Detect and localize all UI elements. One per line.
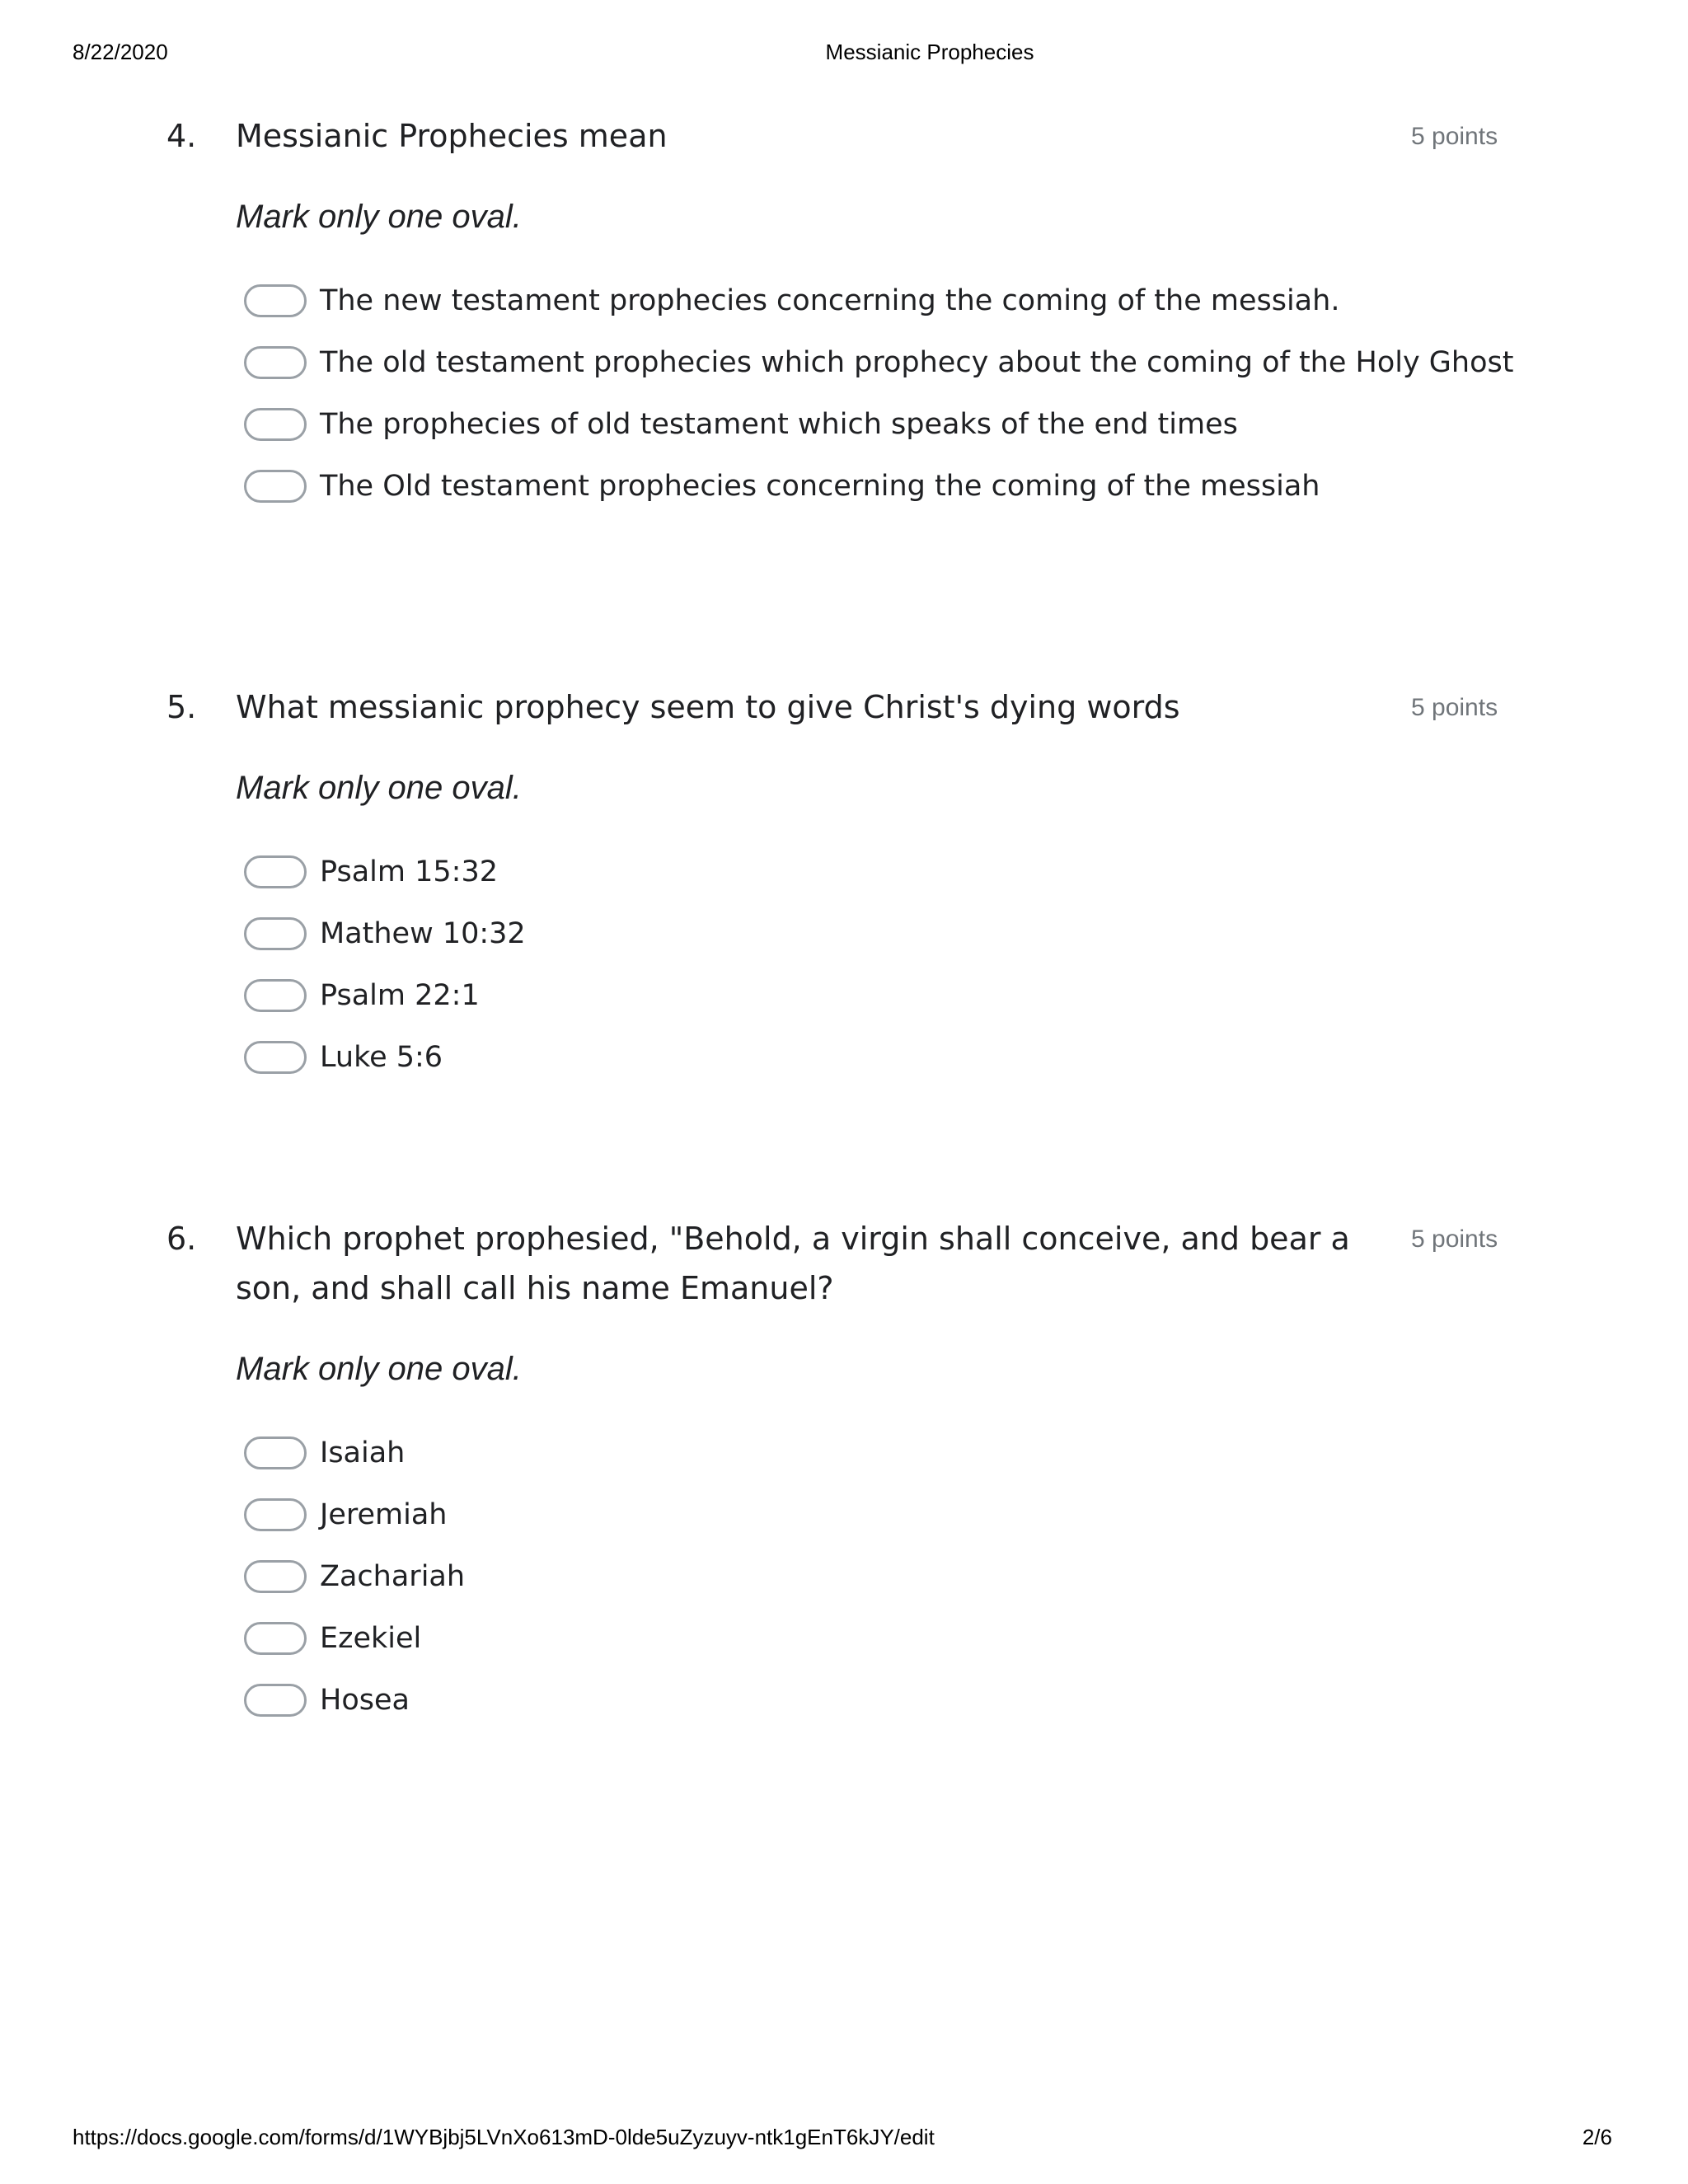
radio-oval[interactable] — [244, 346, 307, 379]
question-instruction: Mark only one oval. — [236, 1351, 522, 1387]
option-label: The new testament prophecies concerning the coming of the messiah. — [320, 284, 1340, 317]
radio-oval[interactable] — [244, 917, 307, 950]
document-title: Messianic Prophecies — [825, 40, 1034, 64]
question-title: What messianic prophecy seem to give Christ's dying words — [236, 689, 1180, 725]
question-number: 5. — [166, 689, 197, 725]
option-label: Mathew 10:32 — [320, 917, 526, 950]
print-footer — [0, 2125, 1688, 2153]
option-label: The Old testament prophecies concerning the coming of the messiah — [320, 470, 1320, 503]
option-label: The prophecies of old testament which speaks of the end times — [320, 408, 1238, 441]
radio-oval[interactable] — [244, 855, 307, 888]
page-number: 2/6 — [1582, 2125, 1612, 2149]
question-title: Which prophet prophesied, "Behold, a virgin shall conceive, and bear a son, and shall call his name Emanuel? — [236, 1221, 1350, 1306]
option-label: Psalm 15:32 — [320, 855, 498, 888]
radio-oval[interactable] — [244, 284, 307, 317]
radio-oval[interactable] — [244, 1684, 307, 1717]
option-label: Ezekiel — [320, 1622, 422, 1655]
option-label: Zachariah — [320, 1560, 466, 1593]
points-label: 5 points — [1411, 1226, 1498, 1253]
question-number: 4. — [166, 118, 197, 154]
radio-oval[interactable] — [244, 1041, 307, 1074]
radio-oval[interactable] — [244, 1622, 307, 1655]
option-label: Jeremiah — [320, 1498, 448, 1531]
page-url: https://docs.google.com/forms/d/1WYBjbj5LVnXo613mD-0lde5uZyzuyv-ntk1gEnT6kJY/edit — [73, 2125, 935, 2149]
radio-oval[interactable] — [244, 979, 307, 1012]
print-header — [0, 40, 1688, 68]
option-label: Luke 5:6 — [320, 1041, 443, 1074]
question-title: Messianic Prophecies mean — [236, 118, 668, 154]
question-instruction: Mark only one oval. — [236, 199, 522, 235]
points-label: 5 points — [1411, 123, 1498, 150]
question-number: 6. — [166, 1221, 197, 1257]
question-instruction: Mark only one oval. — [236, 770, 522, 806]
radio-oval[interactable] — [244, 1498, 307, 1531]
radio-oval[interactable] — [244, 1436, 307, 1469]
points-label: 5 points — [1411, 694, 1498, 721]
option-label: Isaiah — [320, 1436, 406, 1469]
option-label: Hosea — [320, 1684, 410, 1717]
radio-oval[interactable] — [244, 408, 307, 441]
print-date: 8/22/2020 — [73, 40, 168, 64]
option-label: The old testament prophecies which prophecy about the coming of the Holy Ghost — [320, 346, 1514, 379]
radio-oval[interactable] — [244, 470, 307, 503]
radio-oval[interactable] — [244, 1560, 307, 1593]
option-label: Psalm 22:1 — [320, 979, 480, 1012]
